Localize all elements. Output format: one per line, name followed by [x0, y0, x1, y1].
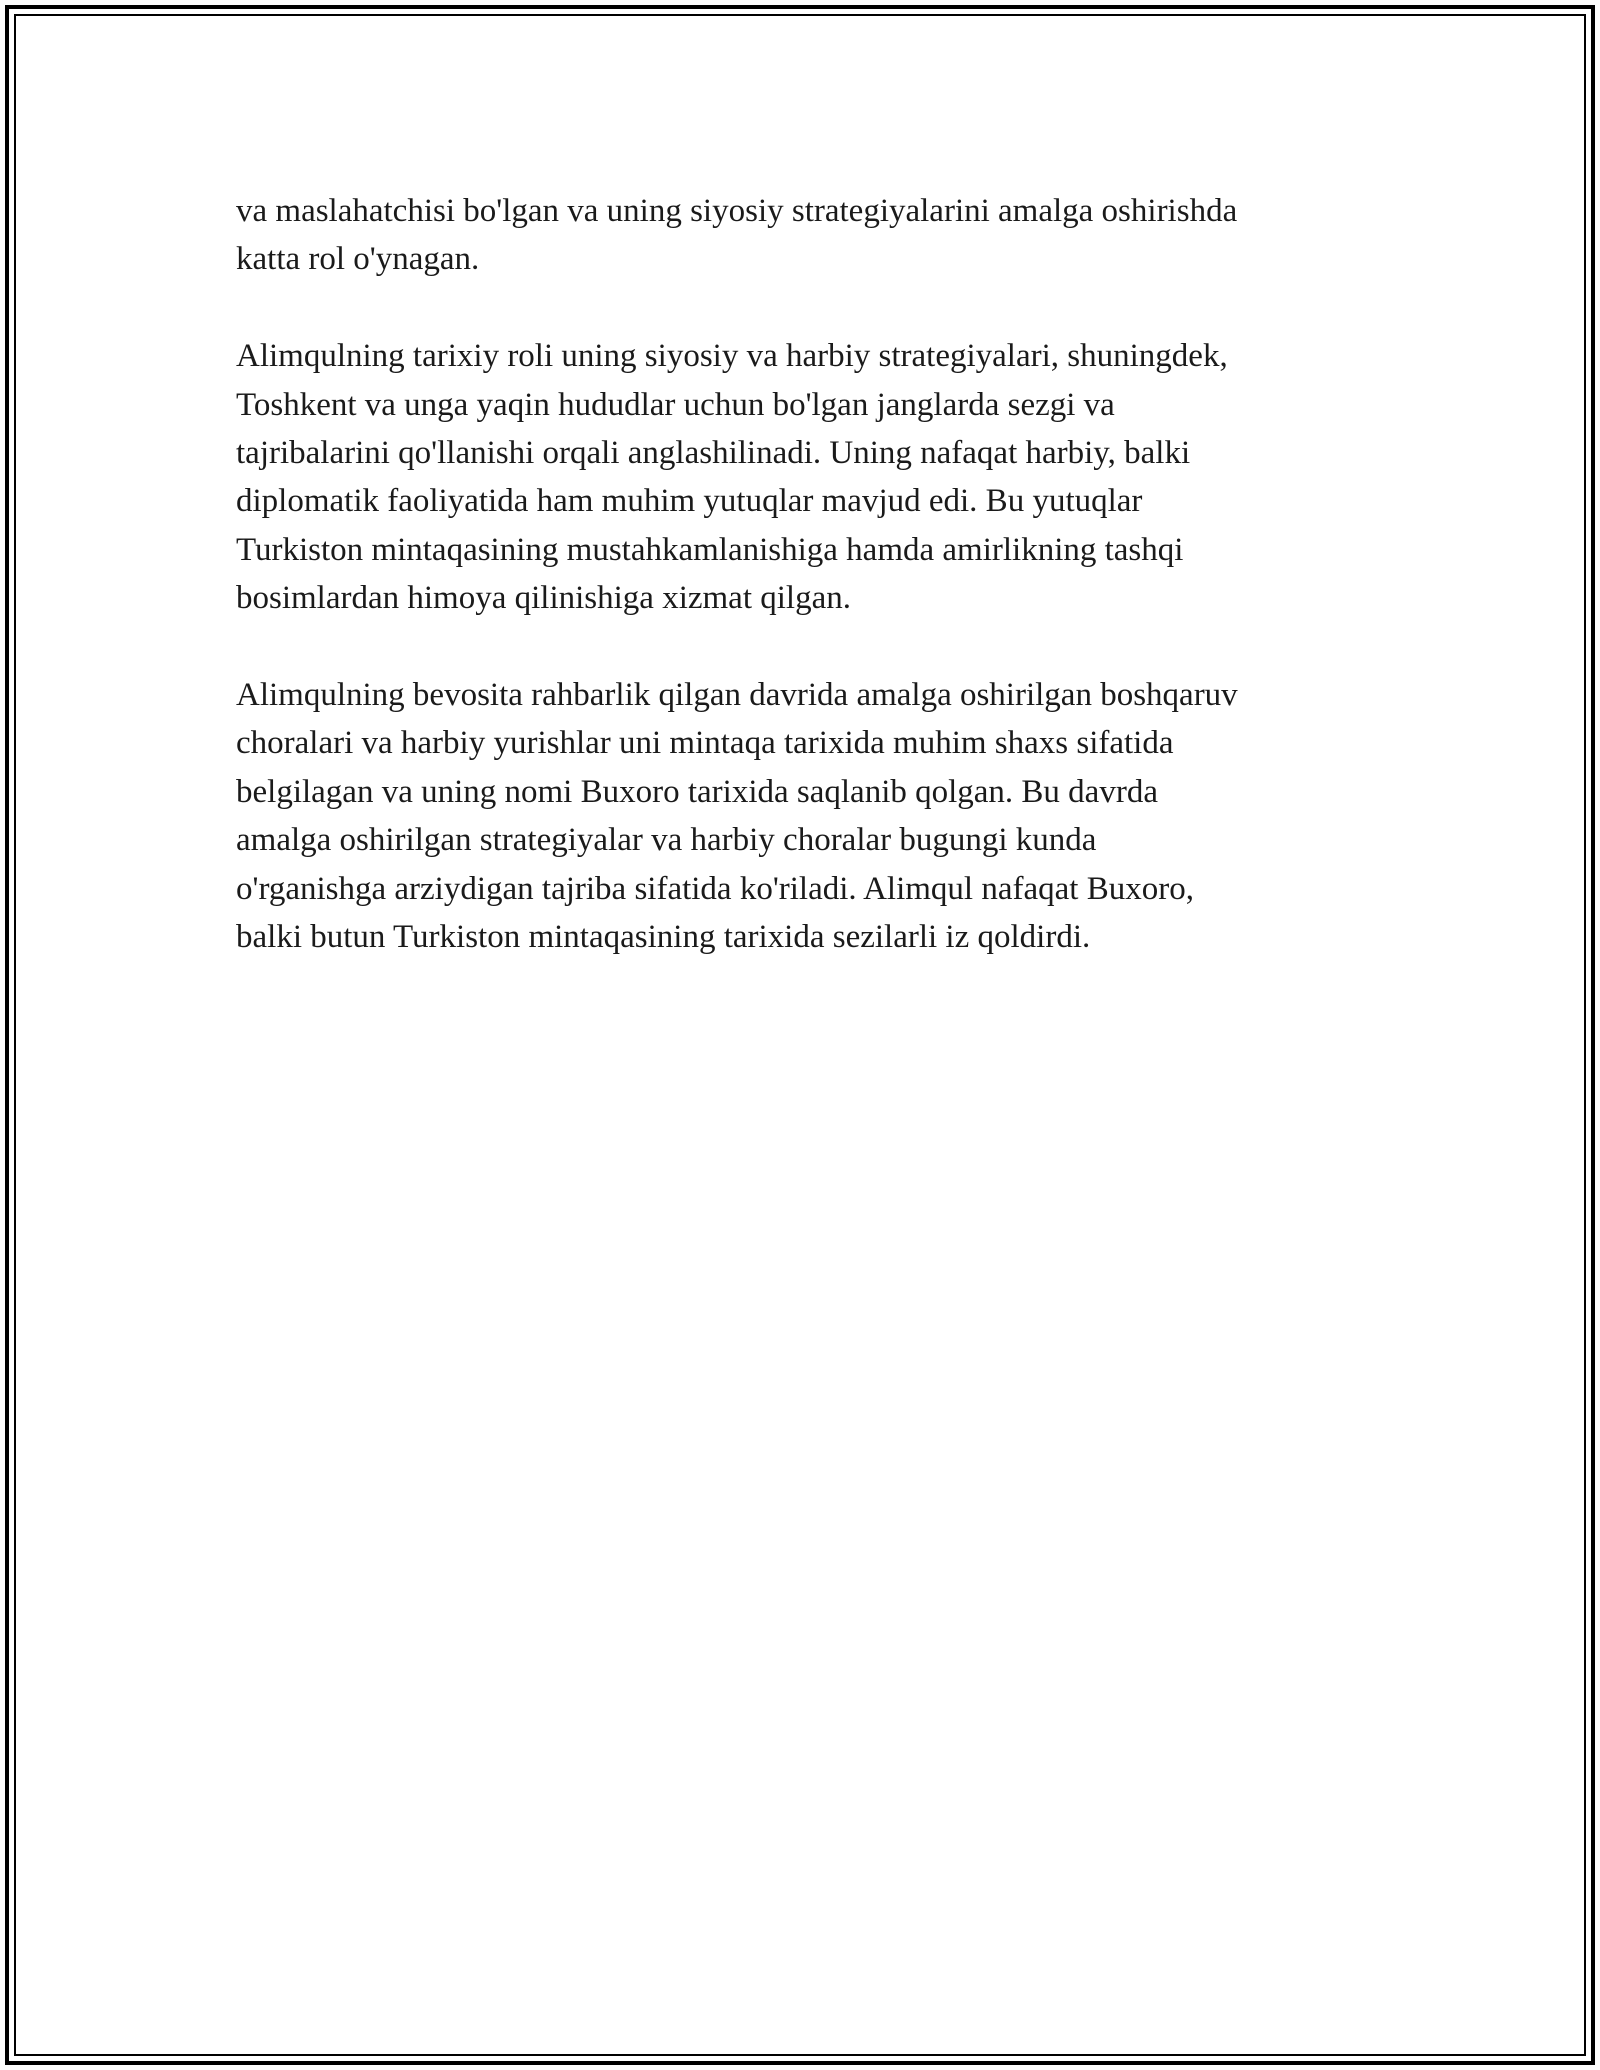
paragraph-3: Alimqulning bevosita rahbarlik qilgan davrida amalga oshirilgan boshqaruv choralari va harbiy yurishlar uni mintaqa tarixida muhim shaxs sifatida belgilagan va uning nomi Buxoro tarixida saqlanib qolgan. Bu davrda amalga oshirilgan strategiyalar va harbiy choralar bugungi kunda o'rganishga arziydigan tajriba sifatida ko'riladi. Alimqul nafaqat Buxoro, balki butun Turkiston mintaqasining tarixida sezilarli iz qoldirdi.: [236, 677, 1238, 956]
paragraph-2: Alimqulning tarixiy roli uning siyosiy va harbiy strategiyalari, shuningdek, Toshkent va unga yaqin hududlar uchun bo'lgan janglarda sezgi va tajribalarini qo'llanishi orqali anglashilinadi. Uning nafaqat harbiy, balki diplomatik faoliyatida ham muhim yutuqlar mavjud edi. Bu yutuqlar Turkiston mintaqasining mustahkamlanishiga hamda amirlikning tashqi bosimlardan himoya qilinishiga xizmat qilgan.: [236, 338, 1228, 617]
paragraph-1: va maslahatchisi bo'lgan va uning siyosiy strategiyalarini amalga oshirishda katta rol o'ynagan.: [236, 193, 1238, 278]
document-body: [236, 187, 1396, 1010]
